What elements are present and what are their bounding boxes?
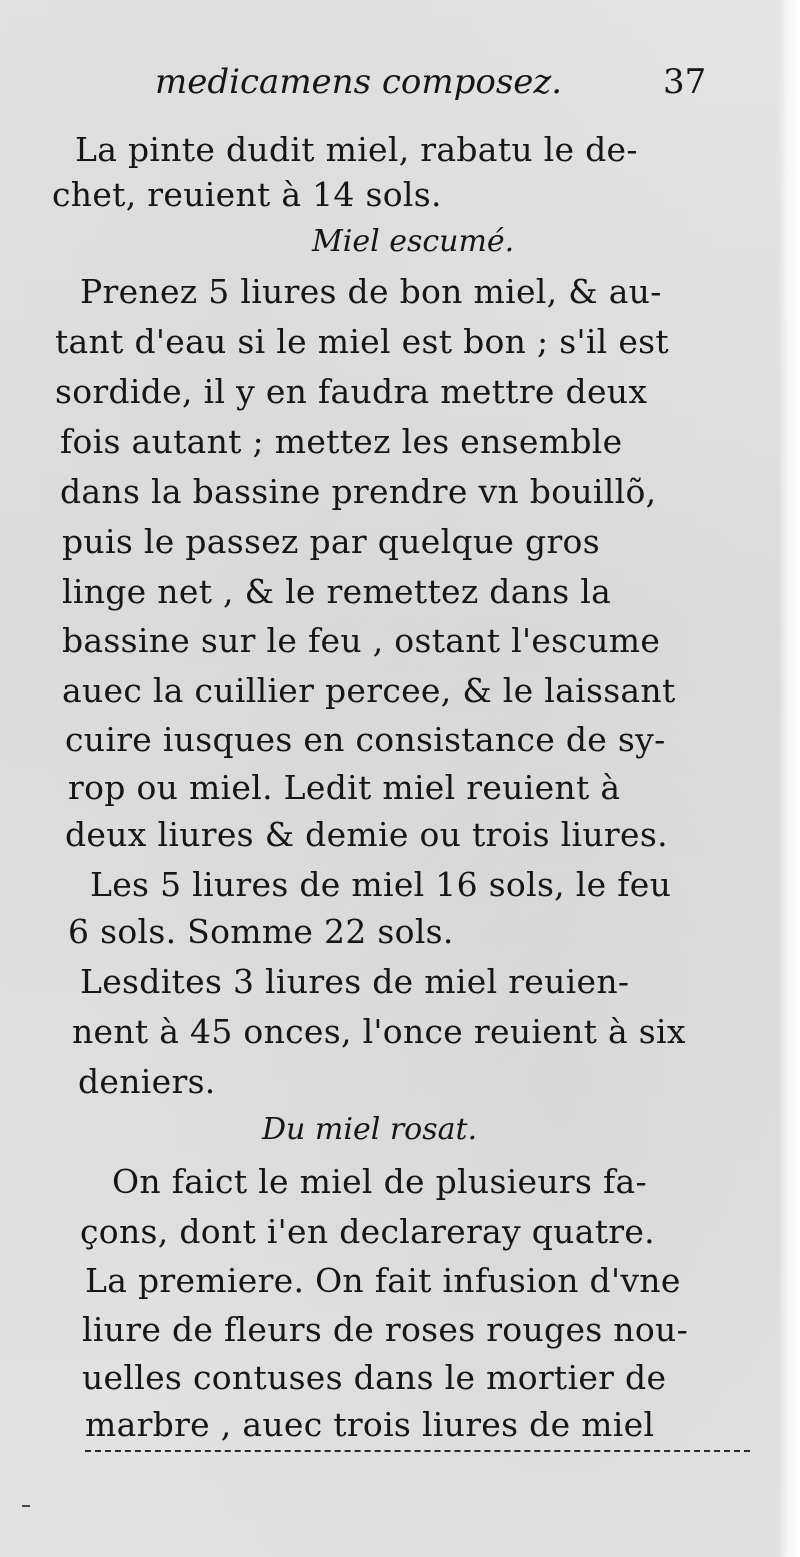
page-number: 37	[663, 62, 707, 102]
text-line-25: marbre , auec trois liures de miel	[85, 1405, 655, 1444]
text-line-1: La pinte dudit miel, rabatu le de-	[75, 130, 638, 169]
ink-speck	[22, 1505, 30, 1507]
text-line-13: rop ou miel. Ledit miel reuient à	[68, 768, 621, 807]
text-line-15: Les 5 liures de miel 16 sols, le feu	[90, 865, 672, 904]
text-line-7: dans la bassine prendre vn bouillõ,	[60, 472, 657, 511]
text-line-3: Prenez 5 liures de bon miel, & au-	[80, 272, 662, 311]
page-edge	[778, 0, 800, 1557]
text-line-11: auec la cuillier percee, & le laissant	[62, 671, 676, 710]
text-line-4: tant d'eau si le miel est bon ; s'il est	[55, 322, 669, 361]
running-header	[155, 62, 715, 102]
text-line-14: deux liures & demie ou trois liures.	[65, 815, 668, 854]
text-line-10: bassine sur le feu , ostant l'escume	[62, 621, 661, 660]
text-line-5: sordide, il y en faudra mettre deux	[55, 372, 648, 411]
text-line-6: fois autant ; mettez les ensemble	[60, 422, 623, 461]
text-line-9: linge net , & le remettez dans la	[62, 572, 612, 611]
text-line-18: nent à 45 onces, l'once reuient à six	[72, 1012, 686, 1051]
dashed-underline	[85, 1450, 750, 1452]
text-line-16: 6 sols. Somme 22 sols.	[68, 912, 454, 951]
section-heading-miel-rosat: Du miel rosat.	[262, 1112, 478, 1147]
running-title: medicamens composez.	[155, 62, 563, 102]
text-line-23: liure de fleurs de roses rouges nou-	[82, 1310, 689, 1349]
text-line-8: puis le passez par quelque gros	[62, 522, 600, 561]
text-line-19: deniers.	[78, 1062, 216, 1101]
text-line-12: cuire iusques en consistance de sy-	[65, 720, 666, 759]
text-line-24: uelles contuses dans le mortier de	[82, 1358, 667, 1397]
text-line-22: La premiere. On fait infusion d'vne	[85, 1261, 681, 1300]
text-line-17: Lesdites 3 liures de miel reuien-	[80, 962, 630, 1001]
text-line-20: On faict le miel de plusieurs fa-	[112, 1162, 647, 1201]
text-line-2: chet, reuient à 14 sols.	[52, 175, 442, 214]
text-line-21: çons, dont i'en declareray quatre.	[80, 1212, 655, 1251]
section-heading-miel-escume: Miel escumé.	[312, 224, 515, 259]
